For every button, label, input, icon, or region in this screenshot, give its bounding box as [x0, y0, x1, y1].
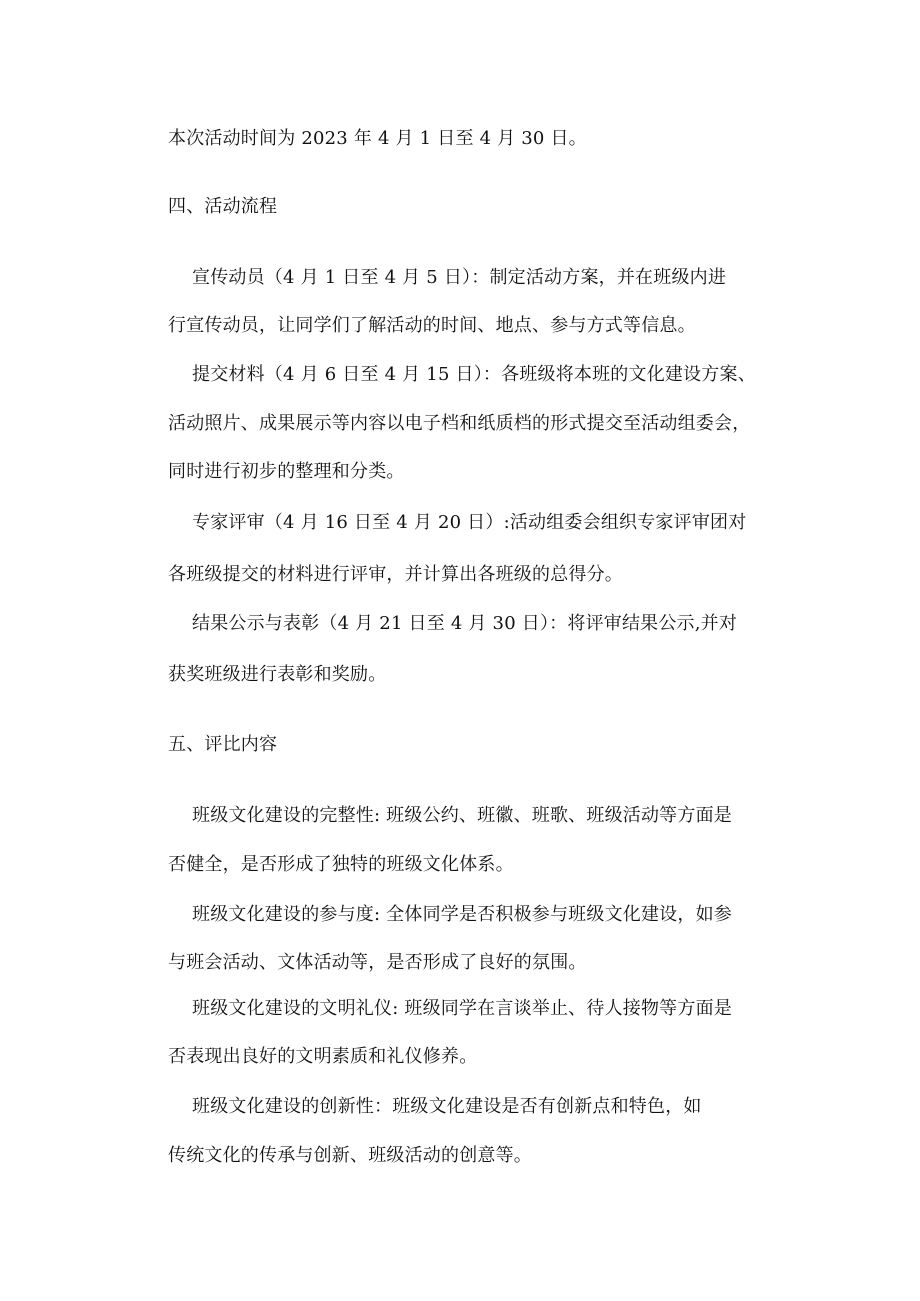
- paragraph-line: 否表现出良好的文明素质和礼仪修养。: [168, 1046, 478, 1067]
- paragraph-line: 行宣传动员，让同学们了解活动的时间、地点、参与方式等信息。: [168, 315, 696, 336]
- paragraph-line: 宣传动员（4 月 1 日至 4 月 5 日）：制定活动方案，并在班级内进: [192, 267, 727, 288]
- paragraph-line: 班级文化建设的完整性: 班级公约、班徽、班歌、班级活动等方面是: [192, 805, 732, 826]
- section-heading-criteria: 五、评比内容: [168, 734, 278, 755]
- paragraph-line: 与班会活动、文体活动等，是否形成了良好的氛围。: [168, 952, 587, 973]
- paragraph-line: 同时进行初步的整理和分类。: [168, 461, 405, 482]
- paragraph-line: 班级文化建设的参与度: 全体同学是否积极参与班级文化建设，如参: [192, 904, 732, 925]
- paragraph-line: 各班级提交的材料进行评审，并计算出各班级的总得分。: [168, 564, 623, 585]
- paragraph-line: 班级文化建设的创新性：班级文化建设是否有创新点和特色，如: [192, 1096, 702, 1117]
- paragraph-line: 否健全，是否形成了独特的班级文化体系。: [168, 854, 514, 875]
- paragraph-line: 传统文化的传承与创新、班级活动的创意等。: [168, 1145, 532, 1166]
- activity-time-text: 本次活动时间为 2023 年 4 月 1 日至 4 月 30 日。: [168, 128, 587, 149]
- paragraph-line: 专家评审（4 月 16 日至 4 月 20 日）:活动组委会组织专家评审团对: [192, 512, 747, 533]
- section-heading-process: 四、活动流程: [168, 196, 278, 217]
- paragraph-line: 班级文化建设的文明礼仪: 班级同学在言谈举止、待人接物等方面是: [192, 998, 732, 1019]
- paragraph-line: 获奖班级进行表彰和奖励。: [168, 664, 387, 685]
- paragraph-line: 结果公示与表彰（4 月 21 日至 4 月 30 日）：将评审结果公示,并对: [192, 613, 738, 634]
- paragraph-line: 提交材料（4 月 6 日至 4 月 15 日）：各班级将本班的文化建设方案、: [192, 364, 756, 385]
- paragraph-line: 活动照片、成果展示等内容以电子档和纸质档的形式提交至活动组委会，: [168, 413, 751, 434]
